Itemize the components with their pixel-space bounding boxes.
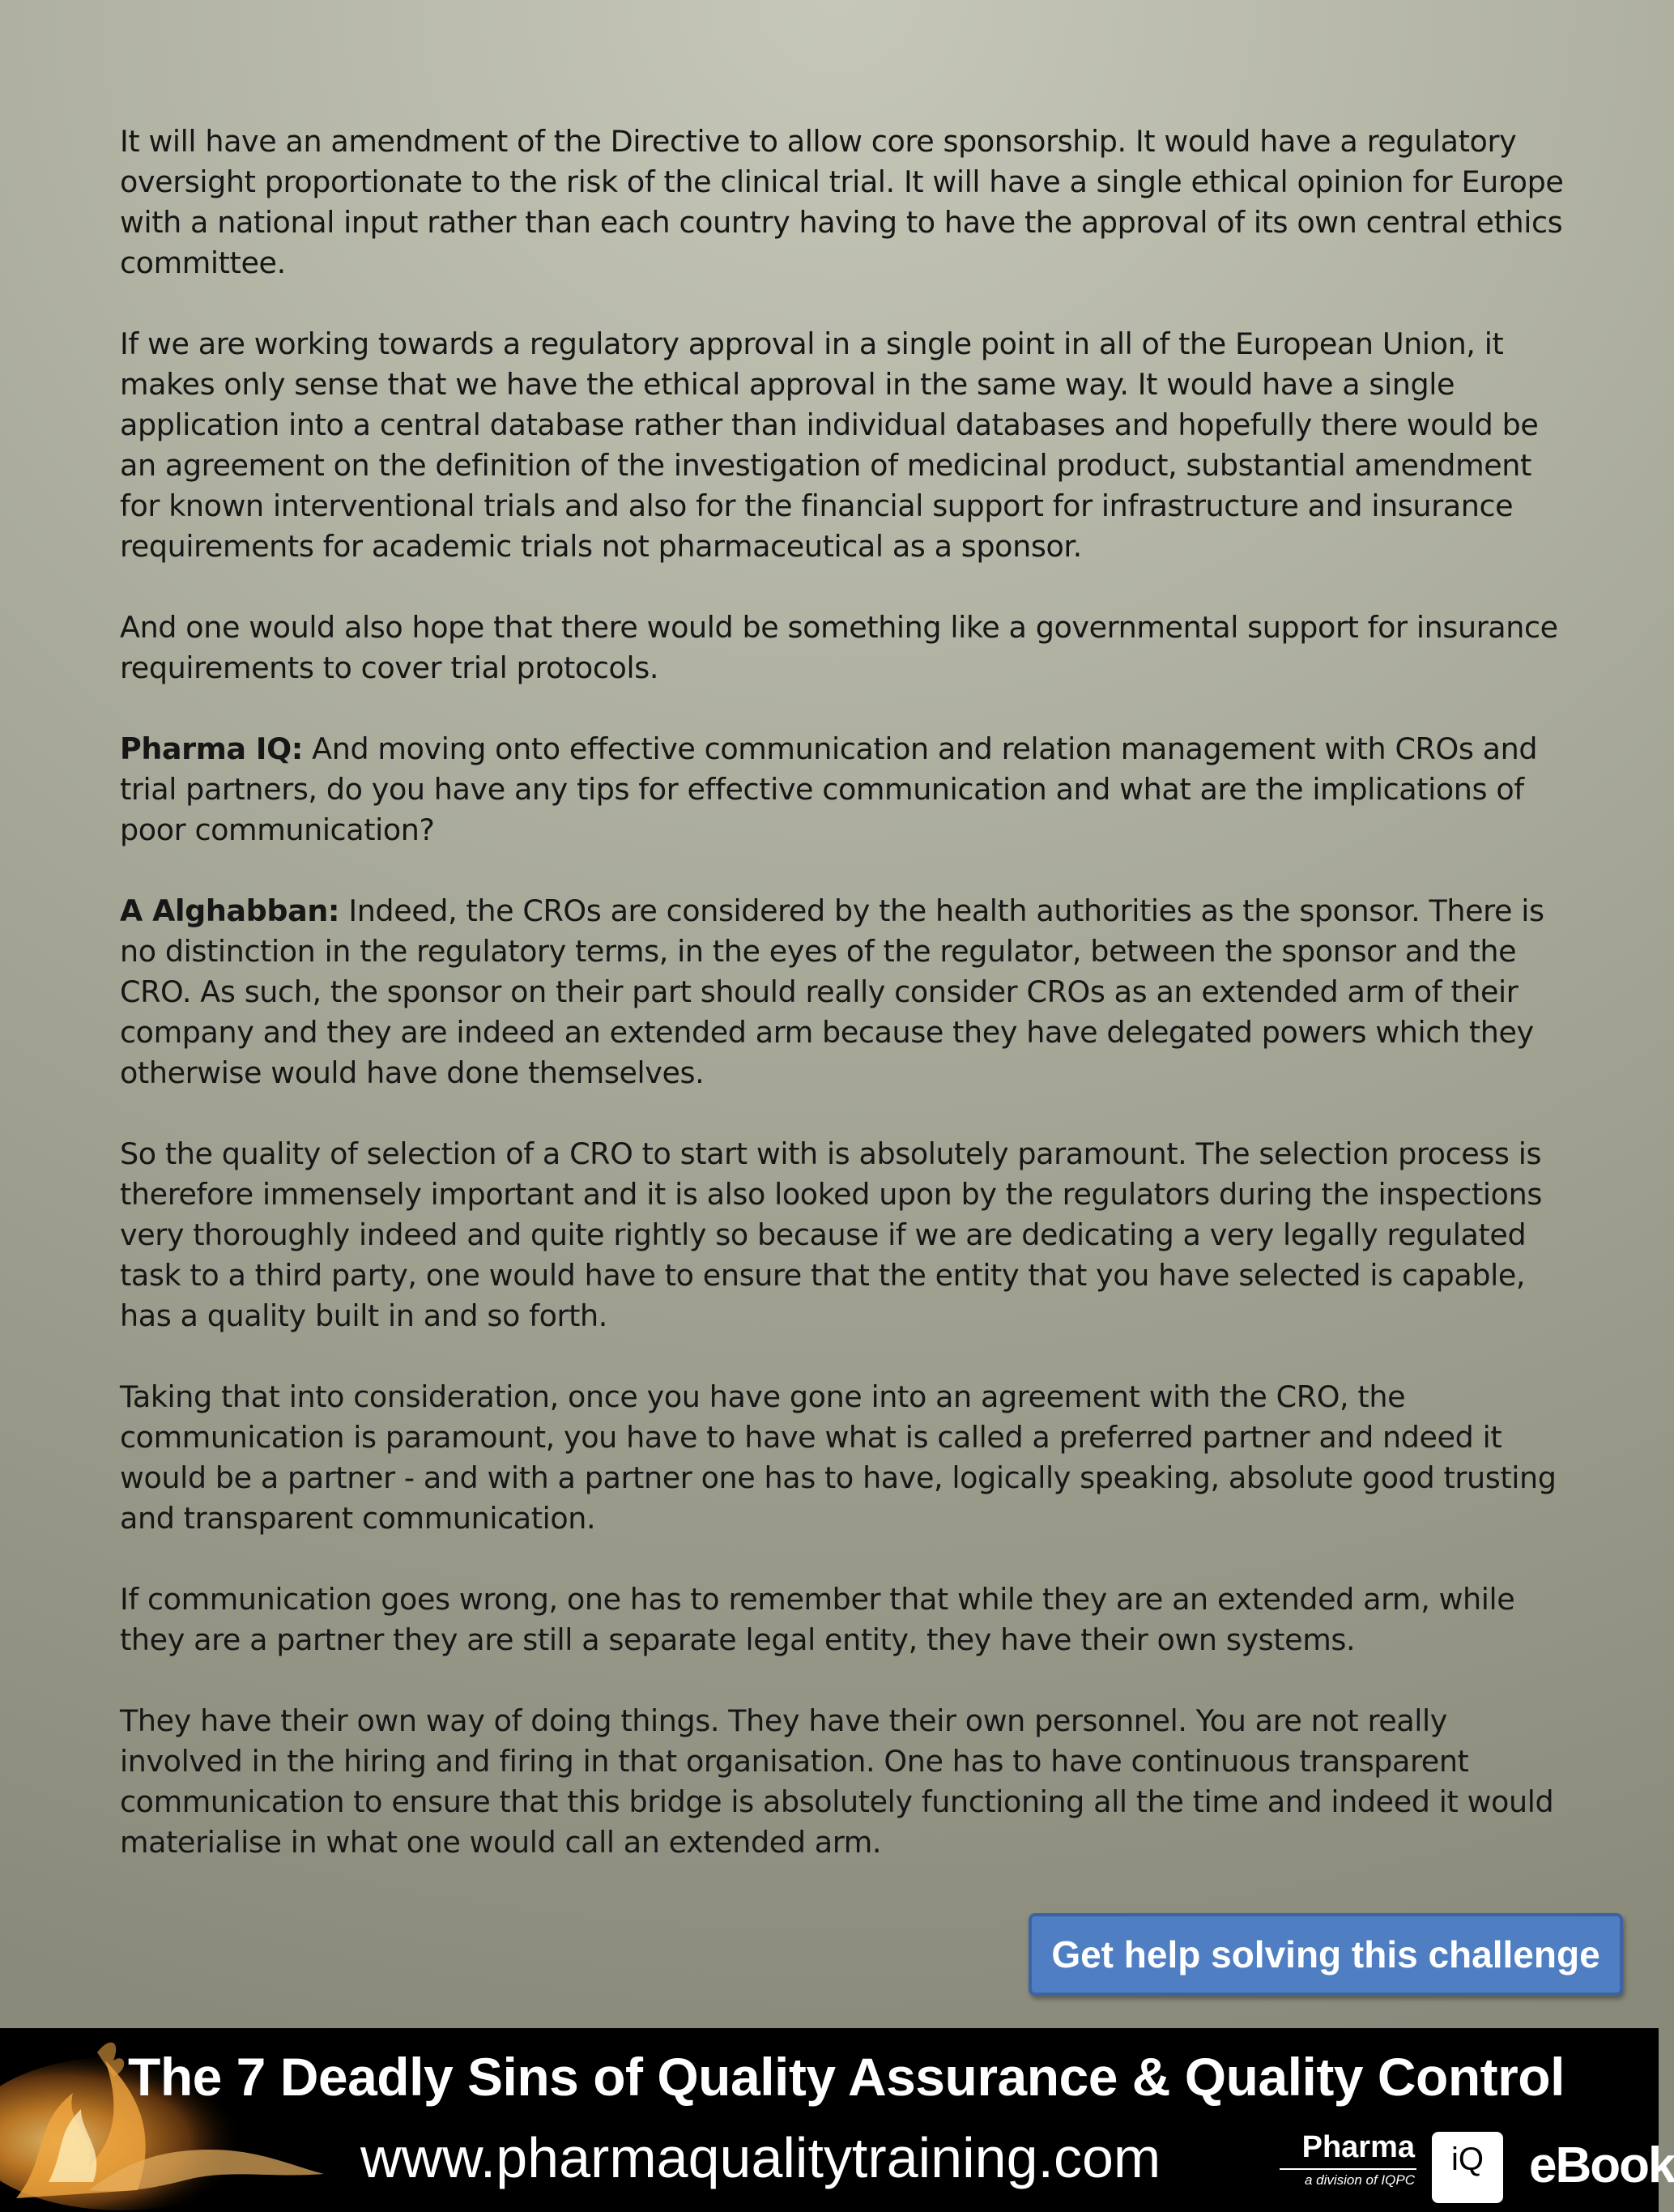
paragraph: [120, 324, 1578, 567]
paragraph-text: They have their own way of doing things. They have their own personnel. You are not really involved in the hiring and firing in that organisation. One has to have continuous transparent communication to ensure that this bridge is absolutely functioning all the time and indeed it would materialise in what one would call an extended arm.: [120, 1703, 1554, 1860]
speaker-label: Pharma IQ:: [120, 731, 303, 766]
brand-subtitle: a division of IQPC: [1304, 2172, 1415, 2188]
ebook-label: eBook: [1529, 2137, 1674, 2193]
footer-title: The 7 Deadly Sins of Quality Assurance & Quality Control: [128, 2047, 1565, 2107]
paragraph-text: Taking that into consideration, once you have gone into an agreement with the CRO, the communication is paramount, you have to have what is called a preferred partner and ndeed it would be a partner - and with a partner one has to have, logically speaking, absolute good trusting and transparent communication.: [120, 1379, 1557, 1536]
paragraph: [120, 607, 1578, 688]
footer-banner: [0, 2028, 1674, 2212]
footer-url-link[interactable]: www.pharmaqualitytraining.com: [360, 2126, 1161, 2189]
speaker-label: A Alghabban:: [120, 893, 340, 928]
paragraph-text: If communication goes wrong, one has to remember that while they are an extended arm, while they are a partner they are still a separate legal entity, they have their own systems.: [120, 1582, 1515, 1657]
paragraph-text: If we are working towards a regulatory approval in a single point in all of the European Union, it makes only sense that we have the ethical approval in the same way. It would have a single application into a central database rather than individual databases and hopefully there would be an agreement on the definition of the investigation of medicinal product, substantial amendment for known interventional trials and also for the financial support for infrastructure and insurance requirements for academic trials not pharmaceutical as a sponsor.: [120, 326, 1539, 564]
paragraph-text: It will have an amendment of the Directive to allow core sponsorship. It would have a regulatory oversight proportionate to the risk of the clinical trial. It will have a single ethical opinion for Europe with a national input rather than each country having to have the approval of its own central ethics committee.: [120, 124, 1564, 280]
paragraph-text: And moving onto effective communication and relation management with CROs and trial partners, do you have any tips for effective communication and what are the implications of poor communication?: [120, 731, 1538, 847]
brand-name: Pharma: [1301, 2130, 1415, 2164]
paragraph-text: Indeed, the CROs are considered by the health authorities as the sponsor. There is no distinction in the regulatory terms, in the eyes of the regulator, between the sponsor and the CRO. As such, the sponsor on their part should really consider CROs as an extended arm of their company and they are indeed an extended arm because they have delegated powers which they otherwise would have done themselves.: [120, 893, 1544, 1090]
paragraph: [120, 1377, 1578, 1539]
paragraph-text: So the quality of selection of a CRO to start with is absolutely paramount. The selection process is therefore immensely important and it is also looked upon by the regulators during the inspections very thoroughly indeed and quite rightly so because if we are dedicating a very legally regulated task to a third party, one would have to ensure that the entity that you have selected is capable, has a quality built in and so forth.: [120, 1136, 1542, 1333]
brand-divider: [1280, 2168, 1416, 2170]
paragraph: [120, 1579, 1578, 1660]
article-body: [120, 121, 1578, 1903]
paragraph: [120, 729, 1578, 850]
paragraph: [120, 1134, 1578, 1336]
paragraph-text: And one would also hope that there would be something like a governmental support for insurance requirements to cover trial protocols.: [120, 610, 1558, 685]
iq-logo-box: iQ: [1432, 2132, 1503, 2203]
paragraph: [120, 1701, 1578, 1863]
get-help-button[interactable]: Get help solving this challenge: [1029, 1913, 1623, 1996]
paragraph: [120, 891, 1578, 1093]
pharma-iq-logo: [1280, 2129, 1421, 2194]
paragraph: [120, 121, 1578, 283]
